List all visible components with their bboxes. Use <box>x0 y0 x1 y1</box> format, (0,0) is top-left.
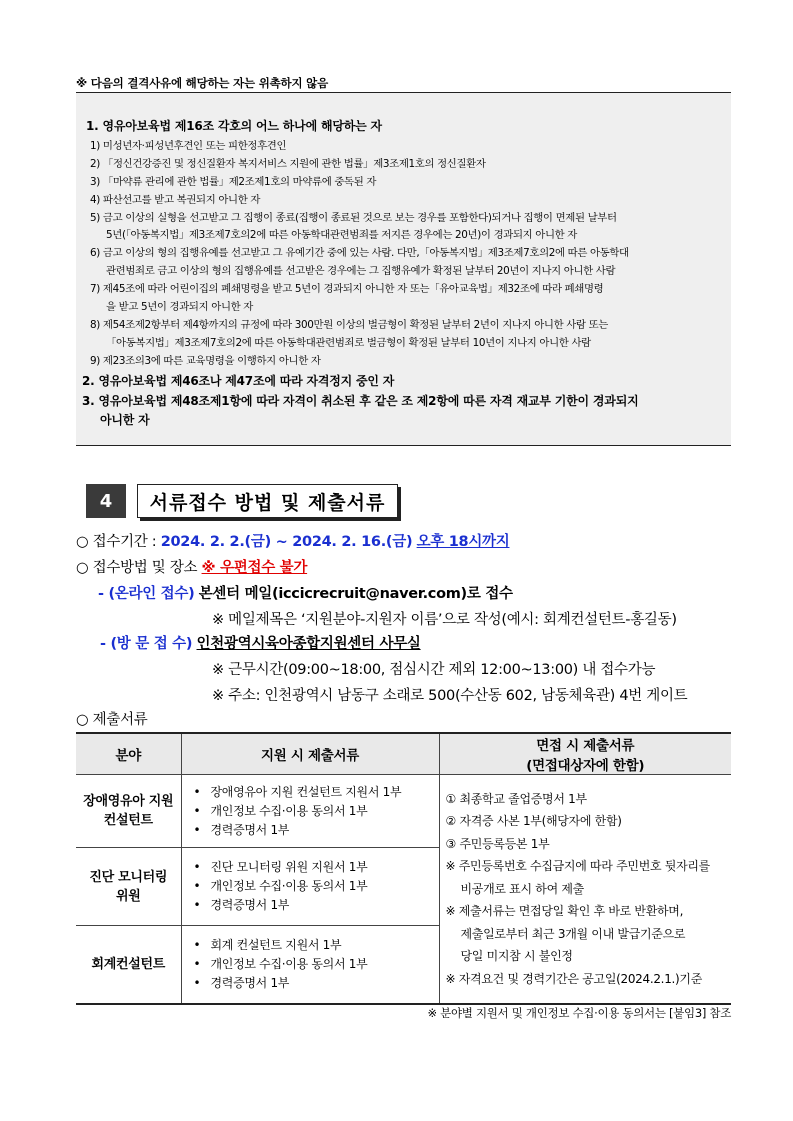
disqualification-item-1: 1. 영유아보육법 제16조 각호의 어느 하나에 해당하는 자 <box>86 119 382 133</box>
disqualification-item-3-cont: 아니한 자 <box>100 413 150 427</box>
bullet-icon: • <box>193 822 201 837</box>
header-application-docs: 지원 시 제출서류 <box>181 733 439 775</box>
application-docs-cell <box>181 848 439 926</box>
interview-note: ※ 자격요건 및 경력기간은 공고일(2024.2.1.)기준 <box>445 971 703 986</box>
docs-heading: ○ 제출서류 <box>76 712 148 728</box>
disqualification-sub-2: 2) 「정신건강증진 및 정신질환자 복지서비스 지원에 관한 법률」제3조제1호의 정신질환자 <box>90 158 486 170</box>
field-name-cont: 위원 <box>115 888 141 904</box>
disqualification-sub-9: 9) 제23조의3에 따른 교육명령을 이행하지 아니한 자 <box>90 355 321 367</box>
online-note: ※ 메일제목은 ‘지원분야-지원자 이름’으로 작성(예시: 회계컨설턴트-홍길동) <box>212 612 677 628</box>
section-title: 서류접수 방법 및 제출서류 <box>137 484 398 518</box>
section-number: 4 <box>86 484 126 518</box>
header-interview-sub: (면접대상자에 한함) <box>526 758 645 774</box>
disqualification-item-2: 2. 영유아보육법 제46조나 제47조에 따라 자격정지 중인 자 <box>82 374 395 388</box>
list-item: • 진단 모니터링 위원 지원서 1부 <box>194 858 439 877</box>
field-cell <box>76 848 181 926</box>
method-prefix: ○ 접수방법 및 장소 <box>76 560 198 576</box>
interview-note: ※ 주민등록번호 수집금지에 따라 주민번호 뒷자리를 <box>445 859 710 873</box>
table-footnote: ※ 분야별 지원서 및 개인정보 수집·이용 동의서는 [붙임3] 참조 <box>427 1006 731 1020</box>
visit-note-hours: ※ 근무시간(09:00~18:00, 점심시간 제외 12:00~13:00) 내 접수가능 <box>212 662 656 678</box>
method-warning: ※ 우편접수 불가 <box>201 560 308 576</box>
header-interview-title: 면접 시 제출서류 <box>536 738 635 754</box>
method-line <box>76 556 307 577</box>
interview-note-cont: 제출일로부터 최근 3개월 이내 발급기준으로 <box>460 926 686 941</box>
application-docs-cell <box>181 926 439 1004</box>
period-line <box>76 530 509 551</box>
disqualification-sub-6-cont: 관련범죄로 금고 이상의 형의 집행유예를 선고받은 경우에는 그 집행유예가 확정된 날부터 20년이 지나지 아니한 사람 <box>106 265 616 277</box>
period-range: 2024. 2. 2.(금) ~ 2024. 2. 16.(금) <box>160 534 413 550</box>
online-line <box>98 582 513 603</box>
list-item: • 경력증명서 1부 <box>194 821 439 840</box>
period-prefix: ○ 접수기간 : <box>76 534 157 550</box>
interview-item: ② 자격증 사본 1부(해당자에 한함) <box>445 814 622 828</box>
bullet-icon: • <box>193 956 201 971</box>
disqualification-sub-6: 6) 금고 이상의 형의 집행유예를 선고받고 그 유예기간 중에 있는 사람. 다만,「아동복지법」제3조제7호의2에 따른 아동학대 <box>90 247 629 259</box>
disqualification-sub-8-cont: 「아동복지법」제3조제7호의2에 따른 아동학대관련범죄로 벌금형이 확정된 날부터 10년이 지나지 아니한 사람 <box>106 337 591 349</box>
visit-note-address: ※ 주소: 인천광역시 남동구 소래로 500(수산동 602, 남동체육관) 4번 게이트 <box>212 688 688 704</box>
disqualification-sub-8: 8) 제54조제2항부터 제4항까지의 규정에 따라 300만원 이상의 벌금형이 확정된 날부터 2년이 지나지 아니한 사람 또는 <box>90 319 608 331</box>
disqualification-sub-7: 7) 제45조에 따라 어린이집의 폐쇄명령을 받고 5년이 경과되지 아니한 자 또는「유아교육법」제32조에 따라 폐쇄명령 <box>90 283 604 295</box>
interview-note-cont: 비공개로 표시 하여 제출 <box>460 881 584 896</box>
disqualification-item-3: 3. 영유아보육법 제48조제1항에 따라 자격이 취소된 후 같은 조 제2항에 따른 자격 재교부 기한이 경과되지 <box>82 394 639 408</box>
bullet-icon: • <box>193 898 201 912</box>
list-item: • 개인정보 수집·이용 동의서 1부 <box>194 877 439 896</box>
field-name: 회계컨설턴트 <box>91 956 166 972</box>
interview-item: ① 최종학교 졸업증명서 1부 <box>445 791 587 806</box>
table-row <box>76 775 731 848</box>
list-item: • 경력증명서 1부 <box>194 974 439 993</box>
field-name-cont: 컨설턴트 <box>103 813 153 828</box>
disqualification-sub-1: 1) 미성년자·피성년후견인 또는 피한정후견인 <box>90 140 287 152</box>
interview-item: ③ 주민등록등본 1부 <box>445 836 550 851</box>
bullet-icon: • <box>193 784 201 799</box>
header-field: 분야 <box>76 733 181 775</box>
disqualification-sub-3: 3) 「마약류 관리에 관한 법률」제2조제1호의 마약류에 중독된 자 <box>90 176 377 188</box>
bullet-icon: • <box>193 937 201 952</box>
table-header-row <box>76 733 731 775</box>
interview-note-cont: 당일 미지참 시 불인정 <box>460 949 573 963</box>
list-item: • 장애영유아 지원 컨설턴트 지원서 1부 <box>194 783 439 802</box>
disqualification-heading: ※ 다음의 결격사유에 해당하는 자는 위촉하지 않음 <box>76 76 328 90</box>
bullet-icon: • <box>193 879 201 893</box>
field-name: 진단 모니터링 <box>89 869 168 885</box>
visit-text: 인천광역시육아종합지원센터 사무실 <box>196 636 421 652</box>
list-item: • 회계 컨설턴트 지원서 1부 <box>194 936 439 955</box>
disqualification-sub-7-cont: 을 받고 5년이 경과되지 아니한 자 <box>106 301 253 313</box>
visit-line <box>100 632 421 653</box>
interview-note: ※ 제출서류는 면접당일 확인 후 바로 반환하며, <box>445 904 684 918</box>
period-deadline: 오후 18시까지 <box>416 534 510 550</box>
disqualification-sub-5-cont: 5년(「아동복지법」제3조제7호의2에 따른 아동학대관련범죄를 저지른 경우에는 20년)이 경과되지 아니한 자 <box>106 229 577 241</box>
header-interview-docs <box>439 733 731 775</box>
list-item: • 개인정보 수집·이용 동의서 1부 <box>194 802 439 821</box>
bullet-icon: • <box>193 860 201 874</box>
disqualification-sub-4: 4) 파산선고를 받고 복권되지 아니한 자 <box>90 194 261 206</box>
bullet-icon: • <box>193 803 201 818</box>
documents-table <box>76 732 731 1005</box>
online-text: 본센터 메일(iccicrecruit@naver.com)로 접수 <box>198 586 513 602</box>
visit-label: - (방 문 접 수) <box>100 636 193 652</box>
field-cell <box>76 775 181 848</box>
disqualification-sub-5: 5) 금고 이상의 실형을 선고받고 그 집행이 종료(집행이 종료된 것으로 보는 경우를 포함한다)되거나 집행이 면제된 날부터 <box>90 212 617 224</box>
application-docs-cell <box>181 775 439 848</box>
disqualification-box <box>76 92 731 446</box>
field-cell <box>76 926 181 1004</box>
field-name: 장애영유아 지원 <box>83 794 174 809</box>
interview-docs-cell <box>439 775 731 1004</box>
bullet-icon: • <box>193 975 201 990</box>
online-label: - (온라인 접수) <box>98 586 195 602</box>
list-item: • 개인정보 수집·이용 동의서 1부 <box>194 955 439 974</box>
list-item: • 경력증명서 1부 <box>194 896 439 915</box>
